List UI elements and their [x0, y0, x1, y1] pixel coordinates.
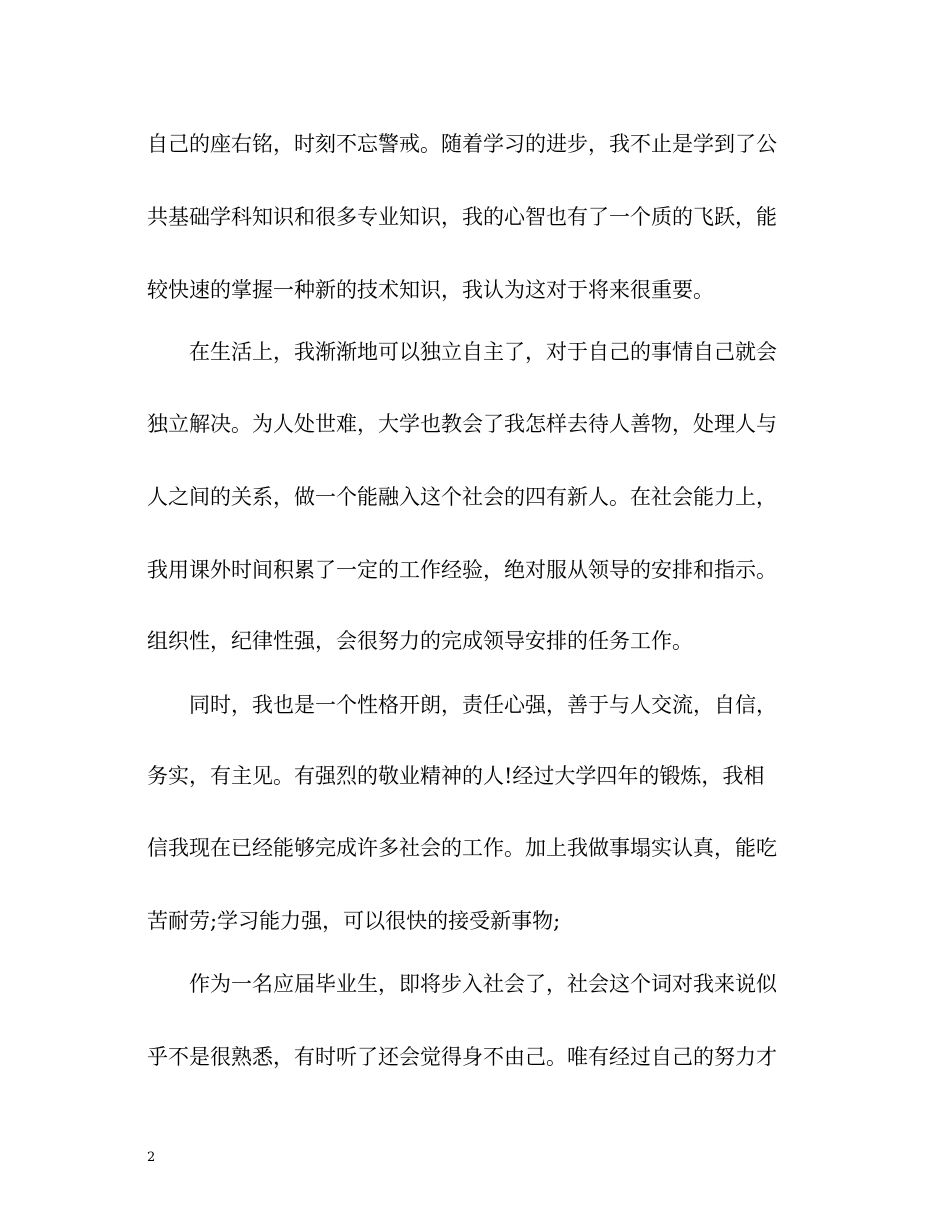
body-text-line: 苦耐劳;学习能力强，可以很快的接受新事物; — [147, 909, 561, 933]
body-text-line: 信我现在已经能够完成许多社会的工作。加上我做事塌实认真，能吃 — [147, 836, 777, 860]
body-text-line: 独立解决。为人处世难，大学也教会了我怎样去待人善物，处理人与 — [147, 412, 777, 436]
body-text-line: 自己的座右铭，时刻不忘警戒。随着学习的进步，我不止是学到了公 — [147, 132, 777, 156]
body-text-line: 人之间的关系，做一个能融入这个社会的四有新人。在社会能力上， — [147, 485, 777, 509]
body-text-line: 共基础学科知识和很多专业知识，我的心智也有了一个质的飞跃，能 — [147, 205, 777, 229]
body-text-line: 同时，我也是一个性格开朗，责任心强，善于与人交流，自信， — [189, 693, 777, 717]
body-text-line: 较快速的掌握一种新的技术知识，我认为这对于将来很重要。 — [147, 278, 714, 302]
body-text-line: 我用课外时间积累了一定的工作经验，绝对服从领导的安排和指示。 — [147, 558, 777, 582]
body-text-line: 乎不是很熟悉，有时听了还会觉得身不由己。唯有经过自己的努力才 — [147, 1045, 777, 1069]
body-text-line: 务实，有主见。有强烈的敬业精神的人!经过大学四年的锻炼，我相 — [147, 764, 765, 788]
page-number: 2 — [147, 1150, 156, 1165]
body-text-line: 在生活上，我渐渐地可以独立自主了，对于自己的事情自己就会 — [189, 340, 777, 364]
body-text-line: 作为一名应届毕业生，即将步入社会了，社会这个词对我来说似 — [189, 972, 777, 996]
body-text-line: 组织性，纪律性强，会很努力的完成领导安排的任务工作。 — [147, 629, 693, 653]
